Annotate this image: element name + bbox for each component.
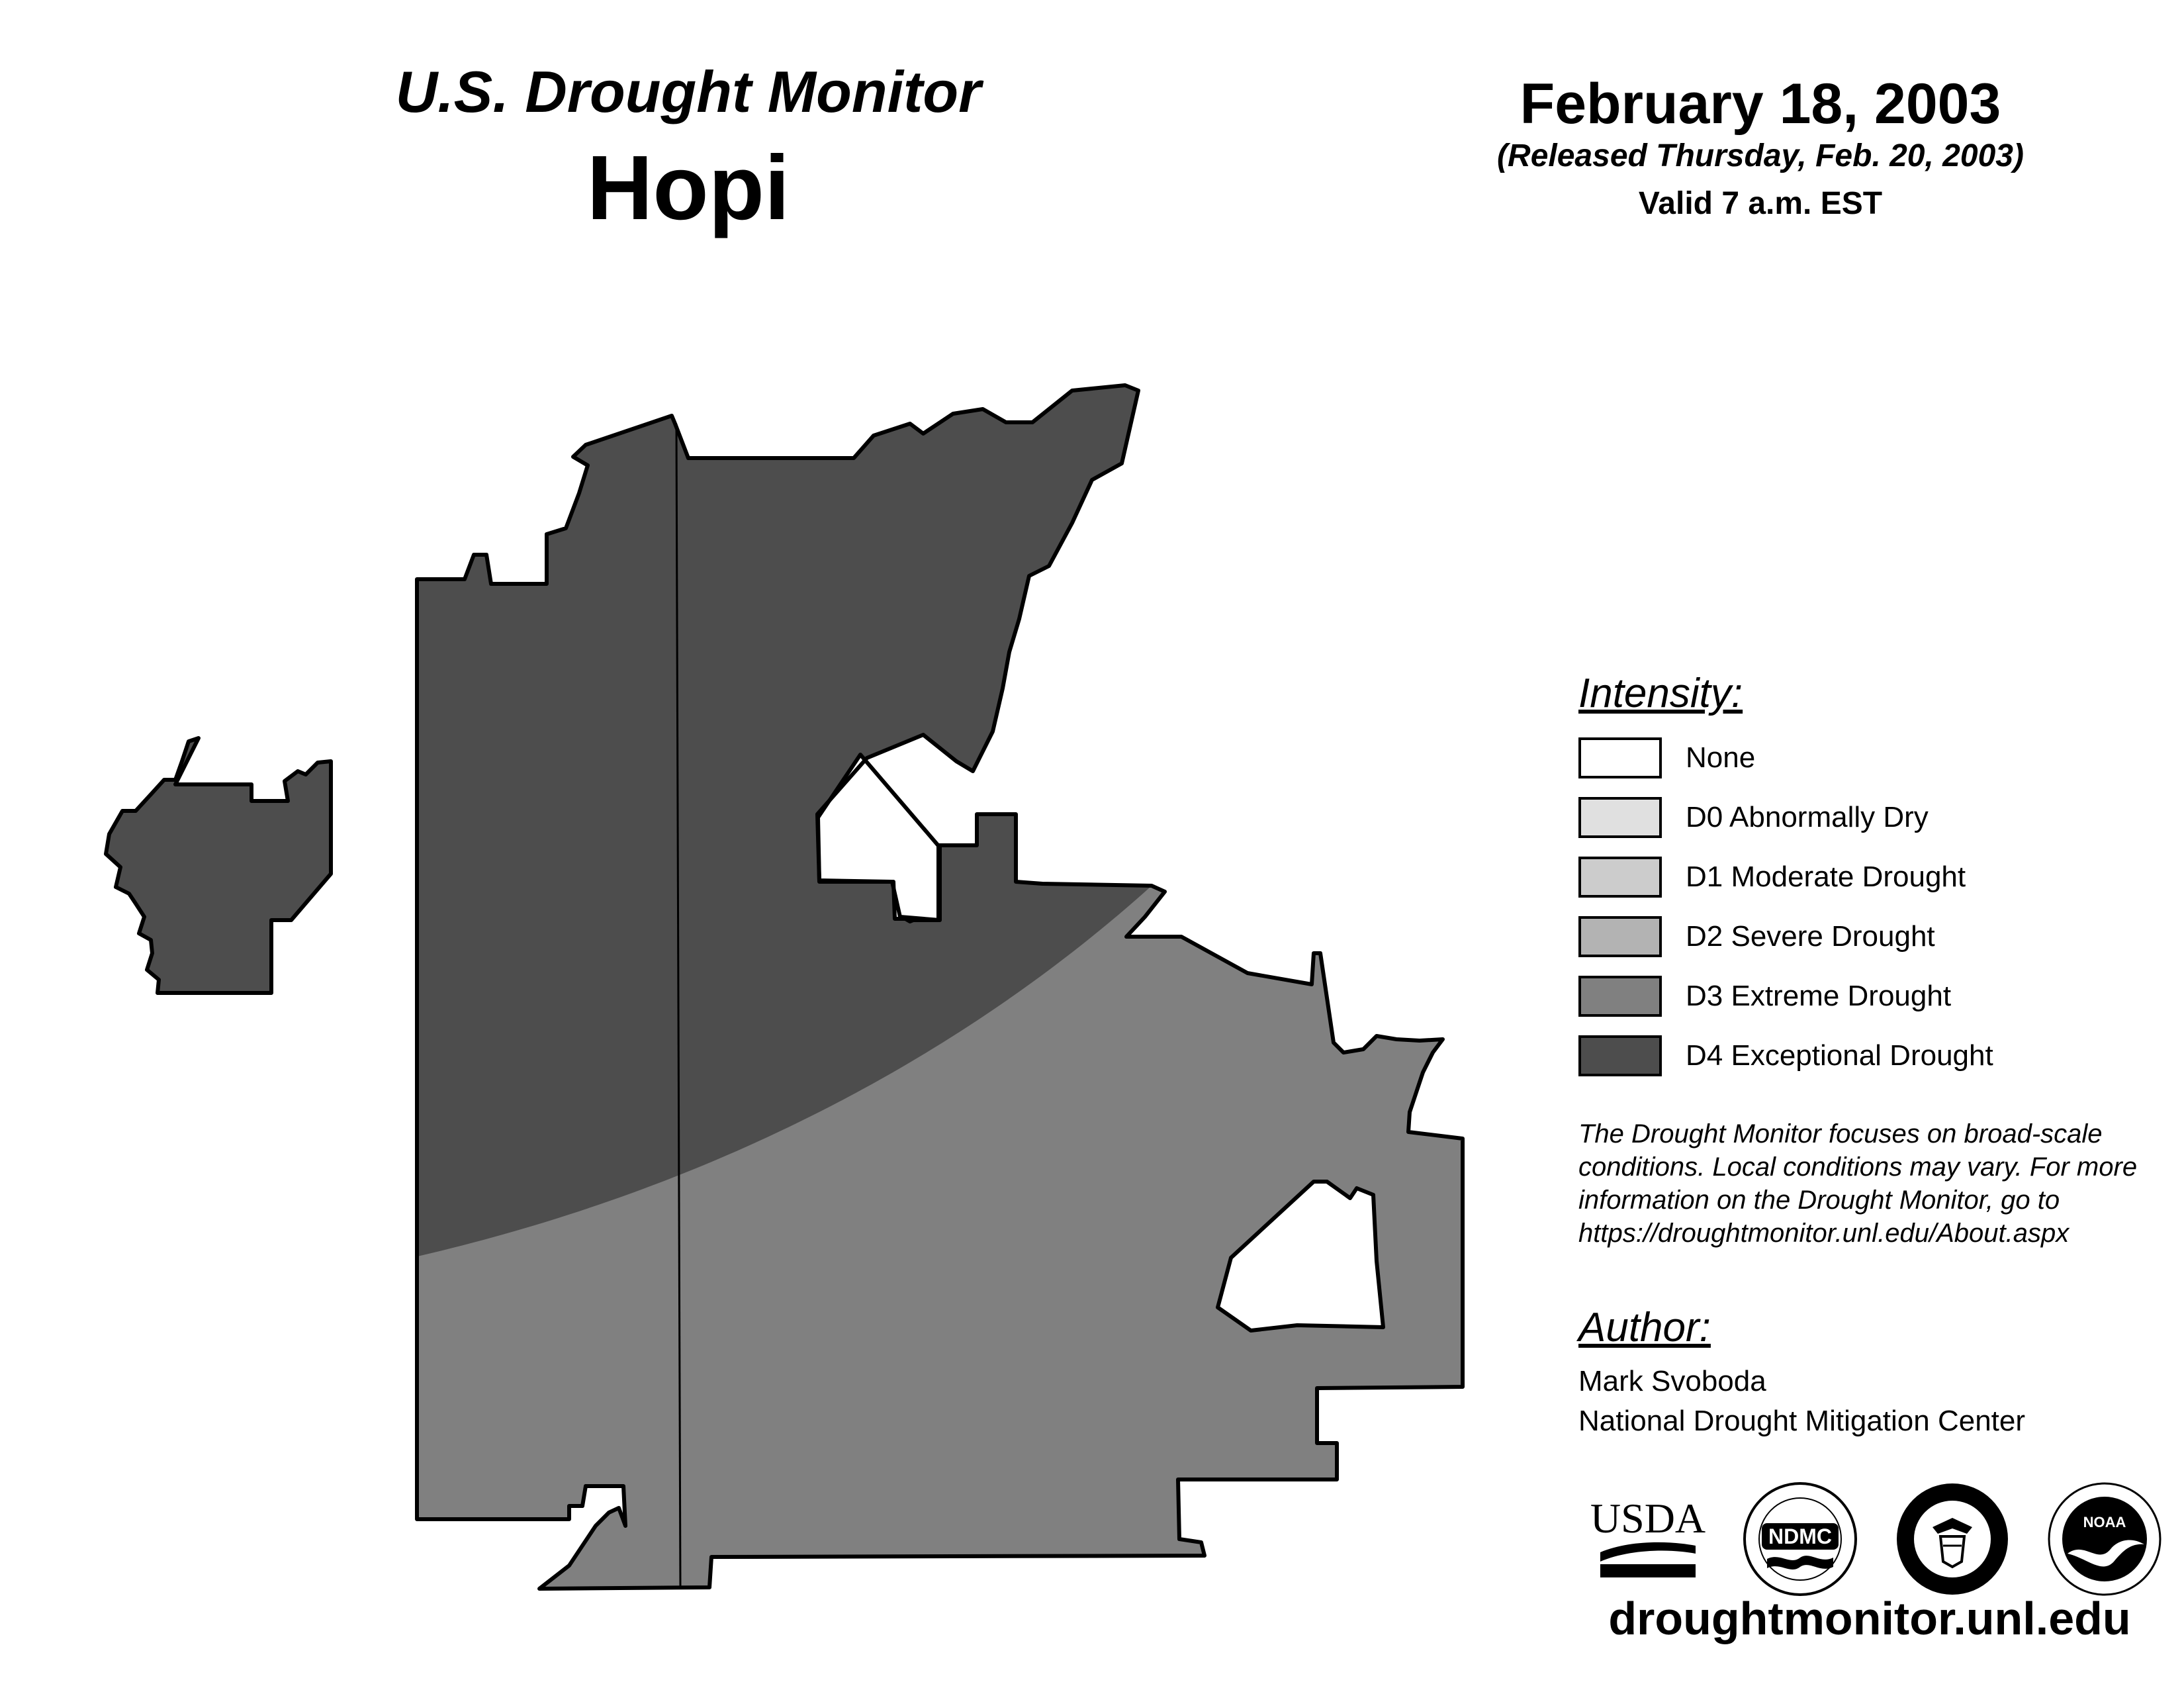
- usda-logo-text: USDA: [1590, 1495, 1706, 1542]
- legend-label: D3 Extreme Drought: [1686, 980, 1952, 1012]
- legend-swatch: [1578, 976, 1662, 1017]
- disclaimer-line: information on the Drought Monitor, go to: [1578, 1186, 2060, 1215]
- legend-label: D1 Moderate Drought: [1686, 861, 1966, 893]
- legend-swatch: [1578, 737, 1662, 778]
- main-parcel: [397, 364, 1489, 1622]
- author-org: National Drought Mitigation Center: [1578, 1405, 2026, 1437]
- map-date: February 18, 2003: [1520, 72, 2001, 136]
- ndmc-logo-text: NDMC: [1768, 1524, 1832, 1548]
- legend-swatch: [1578, 857, 1662, 898]
- legend-heading: Intensity:: [1578, 671, 1743, 716]
- legend-swatch: [1578, 1035, 1662, 1076]
- release-date: (Released Thursday, Feb. 20, 2003): [1497, 138, 2024, 173]
- legend-label: D2 Severe Drought: [1686, 920, 1935, 953]
- legend-label: None: [1686, 741, 1756, 774]
- legend-swatch: [1578, 797, 1662, 838]
- legend-item-d2: [1578, 915, 1935, 959]
- noaa-logo-text: NOAA: [2083, 1514, 2126, 1530]
- region-name: Hopi: [586, 137, 790, 239]
- legend-item-d3: [1578, 974, 1951, 1018]
- usda-logo: [1588, 1479, 1707, 1599]
- disclaimer-link[interactable]: https://droughtmonitor.unl.edu/About.aspx: [1578, 1219, 2070, 1248]
- author-heading: Author:: [1578, 1305, 1711, 1350]
- noaa-logo: [2045, 1479, 2164, 1599]
- commerce-seal-logo: [1893, 1479, 2012, 1599]
- legend-label: D0 Abnormally Dry: [1686, 801, 1929, 833]
- legend-item-d4: [1578, 1034, 1993, 1078]
- map-title: U.S. Drought Monitor: [395, 59, 981, 124]
- disclaimer-line: The Drought Monitor focuses on broad-scale: [1578, 1119, 2103, 1149]
- website-link[interactable]: droughtmonitor.unl.edu: [1608, 1593, 2131, 1644]
- legend-item-d0: [1578, 796, 1929, 839]
- legend-swatch: [1578, 916, 1662, 957]
- west-parcel: [106, 738, 331, 993]
- ndmc-logo: [1741, 1479, 1860, 1599]
- legend-item-none: [1578, 736, 1755, 780]
- valid-time: Valid 7 a.m. EST: [1638, 186, 1883, 221]
- legend-item-d1: [1578, 855, 1966, 899]
- disclaimer-line: conditions. Local conditions may vary. For more: [1578, 1152, 2138, 1182]
- legend-label: D4 Exceptional Drought: [1686, 1039, 1993, 1072]
- author-name: Mark Svoboda: [1578, 1365, 1766, 1397]
- d4-area-west: [106, 738, 331, 993]
- disclaimer-text: [1578, 1117, 2174, 1250]
